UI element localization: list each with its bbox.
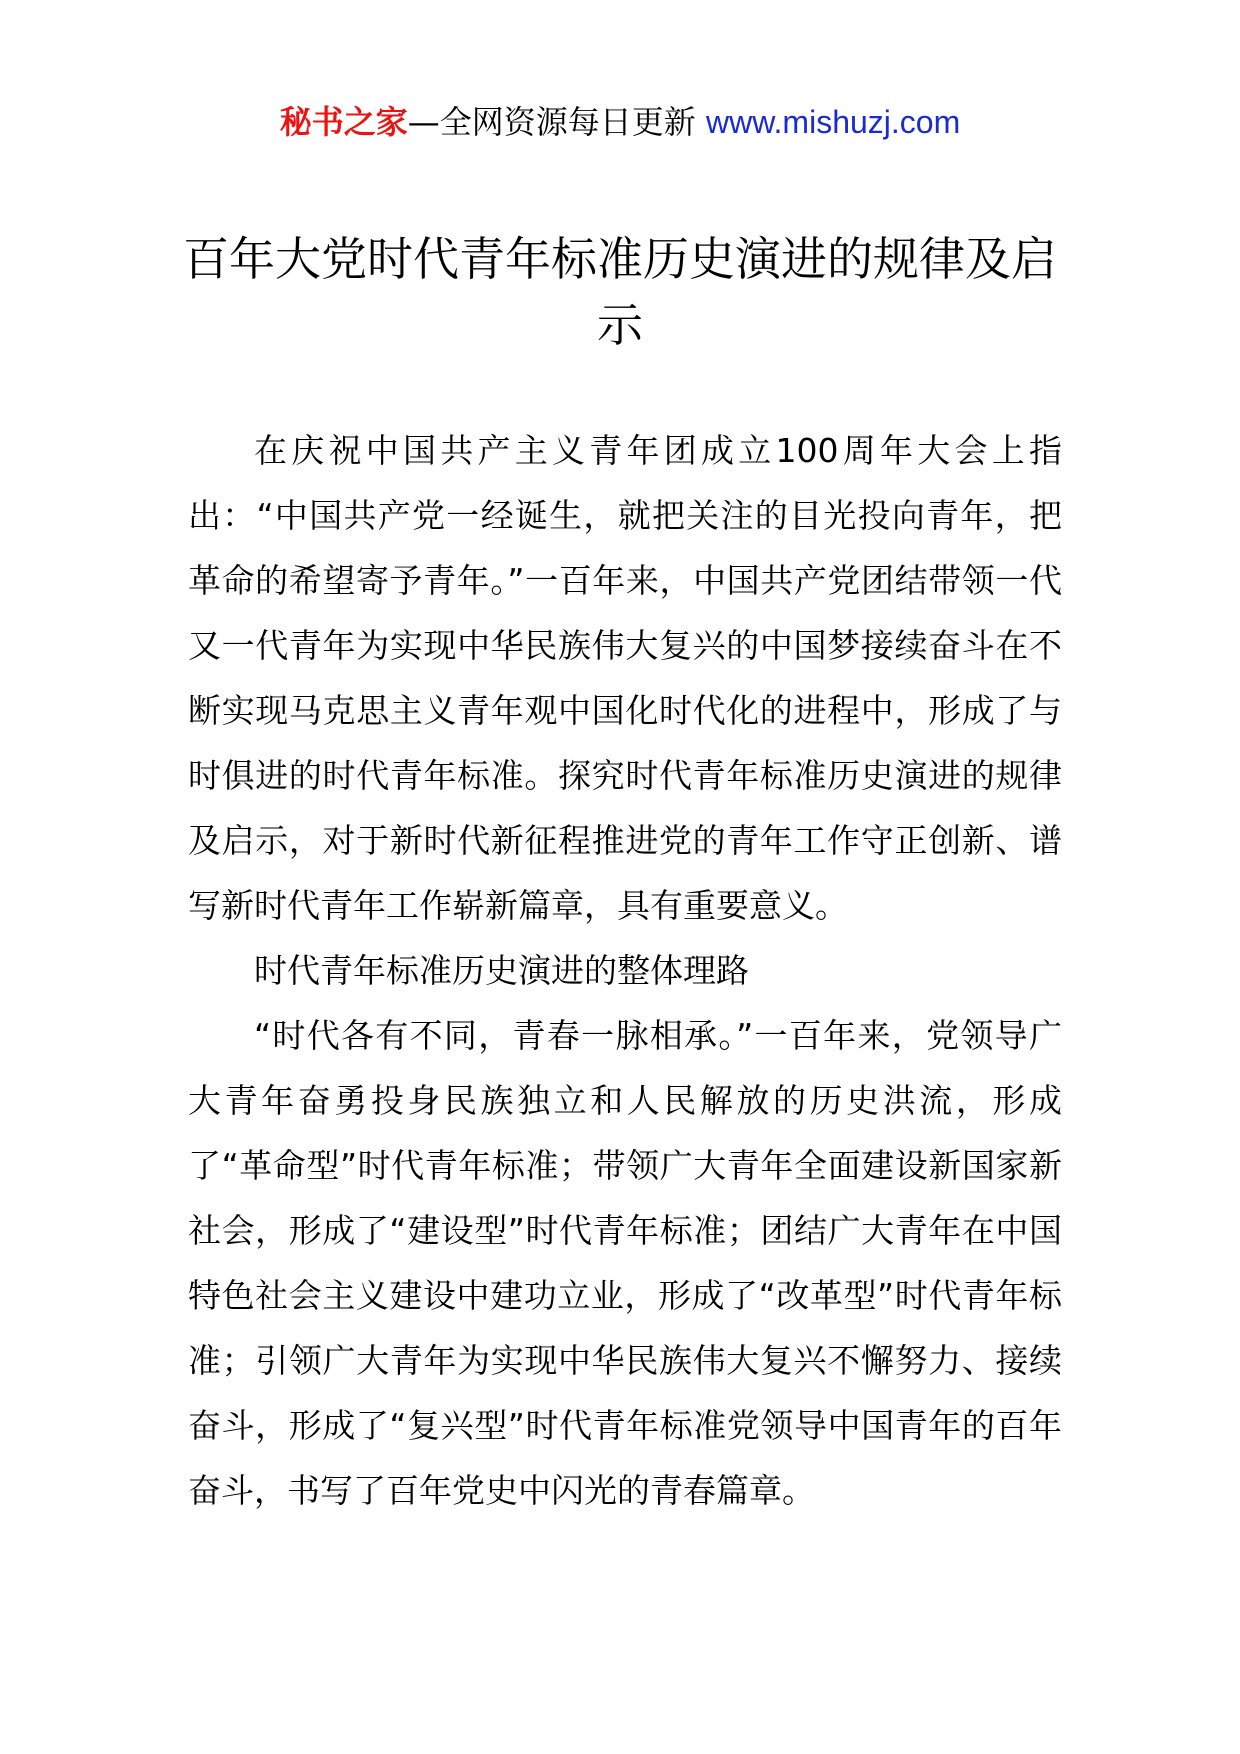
- section-heading: 时代青年标准历史演进的整体理路: [254, 951, 749, 990]
- document-body: [188, 418, 1062, 1523]
- document-title: 百年大党时代青年标准历史演进的规律及启示: [183, 232, 1057, 352]
- site-tagline: —全网资源每日更新: [407, 103, 696, 141]
- site-brand: 秘书之家: [279, 103, 408, 141]
- site-url-link[interactable]: www.mishuzj.com: [705, 104, 961, 140]
- site-header: [0, 100, 1240, 144]
- paragraph-intro: 在庆祝中国共产主义青年团成立100周年大会上指出：“中国共产党一经诞生，就把关注的目光投向青年，把革命的希望寄予青年。”一百年来，中国共产党团结带领一代又一代青年为实现中华民族伟大复兴的中国梦接续奋斗在不断实现马克思主义青年观中国化时代化的进程中，形成了与时俱进的时代青年标准。探究时代青年标准历史演进的规律及启示，对于新时代新征程推进党的青年工作守正创新、谱写新时代青年工作崭新篇章，具有重要意义。: [188, 431, 1062, 925]
- paragraph-history: “时代各有不同，青春一脉相承。”一百年来，党领导广大青年奋勇投身民族独立和人民解放的历史洪流，形成了“革命型”时代青年标准；带领广大青年全面建设新国家新社会，形成了“建设型”时代青年标准；团结广大青年在中国特色社会主义建设中建功立业，形成了“改革型”时代青年标准；引领广大青年为实现中华民族伟大复兴不懈努力、接续奋斗，形成了“复兴型”时代青年标准党领导中国青年的百年奋斗，书写了百年党史中闪光的青春篇章。: [188, 1016, 1062, 1510]
